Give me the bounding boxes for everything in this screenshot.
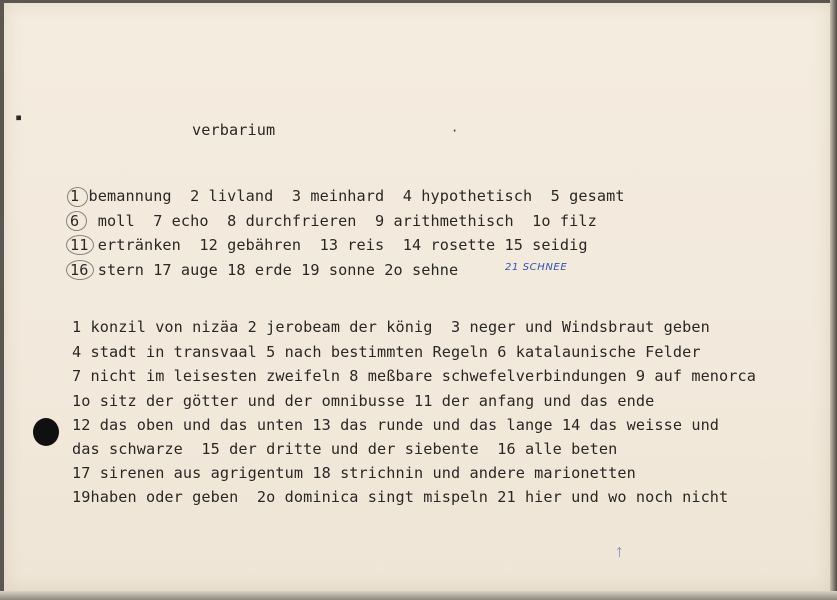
scan-edge-right [830,0,837,600]
phrase-line: 1o sitz der götter und der omnibusse 11 der anfang und das ende [72,392,655,410]
word-list-line: 6 moll 7 echo 8 durchfrieren 9 arithmethisch 1o filz [70,212,597,230]
phrase-line: das schwarze 15 der dritte und der siebente 16 alle beten [72,440,618,458]
pencil-circle [66,260,94,280]
pen-mark: ᛏ [616,546,623,559]
word-list-line: 11 ertränken 12 gebähren 13 reis 14 rosette 15 seidig [70,236,588,254]
handwritten-addition: 21 SCHNEE [505,262,568,273]
stray-mark: ▪ [15,110,23,124]
phrase-line: 7 nicht im leisesten zweifeln 8 meßbare schwefelverbindungen 9 auf menorca [72,367,757,385]
word-list-line: 16 stern 17 auge 18 erde 19 sonne 2o sehne [70,261,459,279]
phrase-line: 4 stadt in transvaal 5 nach bestimmten Regeln 6 katalaunische Felder [72,343,701,361]
phrase-line: 12 das oben und das unten 13 das runde und das lange 14 das weisse und [72,416,720,434]
pencil-circle [67,187,88,207]
stray-mark: · [451,124,459,138]
word-list-line: 1 bemannung 2 livland 3 meinhard 4 hypothetisch 5 gesamt [70,187,625,205]
scan-edge-bottom [0,591,837,600]
pencil-circle [66,235,94,255]
phrase-line: 17 sirenen aus agrigentum 18 strichnin und andere marionetten [72,464,636,482]
pencil-circle [66,211,87,231]
phrase-line: 19haben oder geben 2o dominica singt mispeln 21 hier und wo noch nicht [72,488,729,506]
document-title: verbarium [192,121,276,139]
phrase-line: 1 konzil von nizäa 2 jerobeam der könig 3 neger und Windsbraut geben [72,318,710,336]
punch-hole [33,418,59,446]
